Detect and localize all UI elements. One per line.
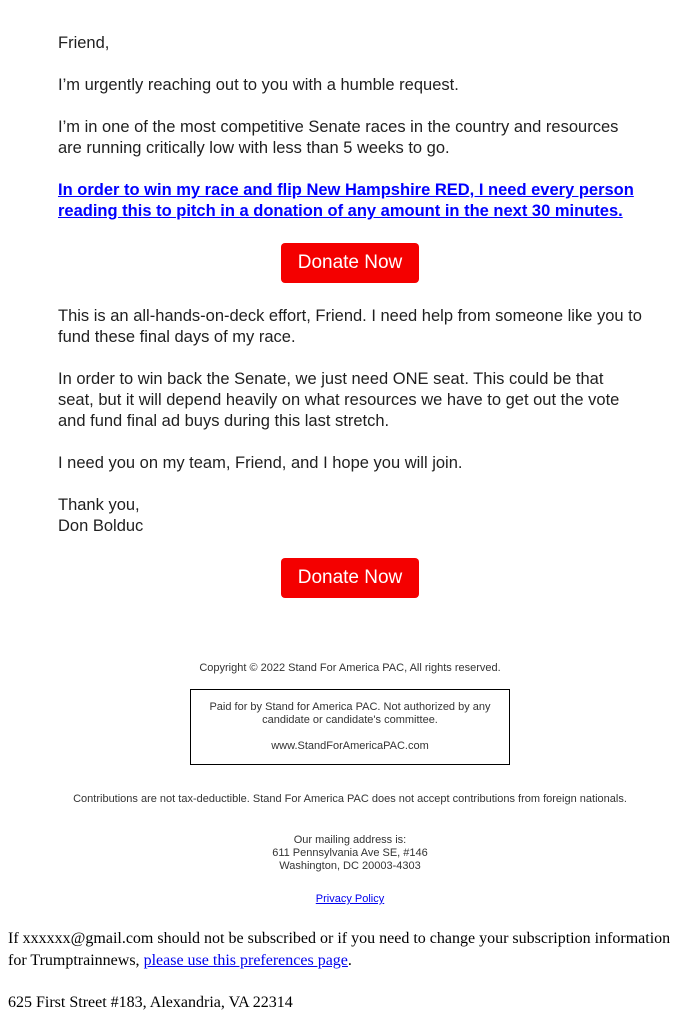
paragraph-competitive-race: I’m in one of the most competitive Senate races in the country and resources are running critically low with less than 5 weeks to go. <box>58 118 619 157</box>
donation-cta-link[interactable]: In order to win my race and flip New Hampshire RED, I need every person reading this to pitch in a donation of any amount in the next 30 minutes. <box>58 181 634 220</box>
unsubscribe-section <box>0 928 700 1014</box>
cta-paragraph <box>58 180 642 222</box>
paid-for-text: Paid for by Stand for America PAC. Not authorized by any candidate or candidate's committee. <box>209 701 491 726</box>
paragraph-all-hands: This is an all-hands-on-deck effort, Friend. I need help from someone like you to fund these final days of my race. <box>58 307 642 346</box>
mailing-address-street: 611 Pennsylvania Ave SE, #146 <box>272 847 428 859</box>
sender-street-address: 625 First Street #183, Alexandria, VA 22314 <box>8 994 293 1011</box>
donate-button-row-bottom <box>58 558 642 598</box>
signature-thanks: Thank you, <box>58 496 140 514</box>
privacy-policy-row <box>58 893 642 906</box>
unsubscribe-text-end: . <box>347 952 352 969</box>
mailing-address-city: Washington, DC 20003-4303 <box>279 860 421 872</box>
email-body <box>58 0 642 906</box>
paragraph-one-seat: In order to win back the Senate, we just need ONE seat. This could be that seat, but it will depend heavily on what resources we have to get out the vote and fund final ad buys during this last stretch. <box>58 370 620 430</box>
preferences-page-link[interactable]: please use this preferences page <box>143 952 348 969</box>
signature-block <box>58 495 642 537</box>
mailing-address-block <box>58 834 642 873</box>
email-footer <box>58 662 642 906</box>
contributions-disclaimer: Contributions are not tax-deductible. Stand For America PAC does not accept contributions from foreign nationals. <box>73 793 627 805</box>
mailing-address-intro: Our mailing address is: <box>293 834 407 846</box>
privacy-policy-link[interactable]: Privacy Policy <box>315 893 385 905</box>
donate-button-row-top <box>58 243 642 283</box>
unsubscribe-sentence <box>8 928 692 972</box>
donate-now-button-top[interactable]: Donate Now <box>281 243 420 283</box>
paragraph-join-team: I need you on my team, Friend, and I hope you will join. <box>58 454 463 472</box>
donate-now-button-bottom[interactable]: Donate Now <box>281 558 420 598</box>
unsubscribe-text: If xxxxxx@gmail.com should not be subscribed or if you need to change your subscription information for Trumptrainnews, <box>8 930 671 969</box>
paragraph-urgent-request: I’m urgently reaching out to you with a humble request. <box>58 76 459 94</box>
copyright-line: Copyright © 2022 Stand For America PAC, All rights reserved. <box>199 662 501 674</box>
signature-name: Don Bolduc <box>58 517 144 535</box>
paid-for-disclaimer-box <box>190 689 510 765</box>
pac-website: www.StandForAmericaPAC.com <box>271 740 429 752</box>
greeting: Friend, <box>58 34 110 52</box>
